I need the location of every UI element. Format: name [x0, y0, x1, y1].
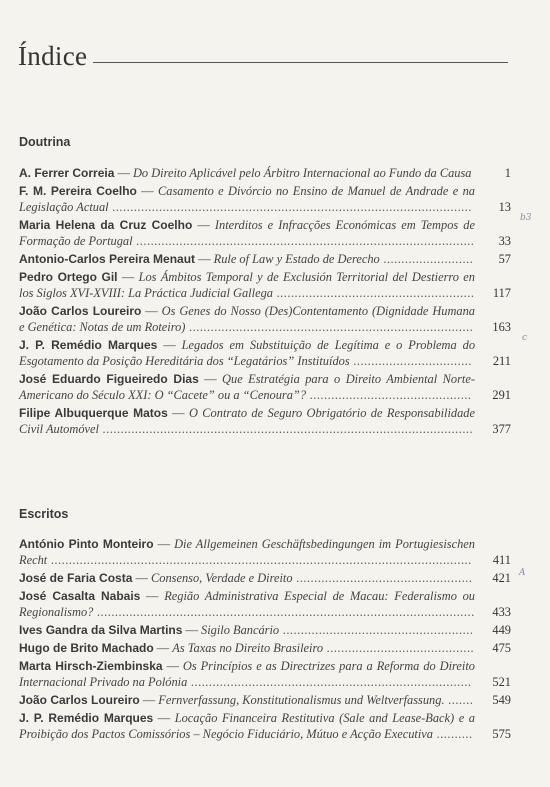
entry-author: José Eduardo Figueiredo Dias: [19, 372, 199, 386]
leader-dots: .................................: [349, 354, 472, 368]
entry-author: Hugo de Brito Machado: [19, 641, 154, 655]
toc-entry: [19, 658, 511, 690]
toc-entry: [19, 692, 511, 708]
section-title-escritos: Escritos: [19, 507, 69, 521]
entry-page-number: 411: [492, 553, 511, 567]
toc-entry-text: [19, 588, 475, 620]
entry-separator: —: [139, 693, 159, 707]
entry-author: João Carlos Loureiro: [19, 693, 140, 707]
entry-page-number: 521: [492, 675, 511, 689]
toc-entry: [19, 371, 511, 403]
entry-separator: —: [132, 571, 151, 585]
leader-dots: .........................................: [323, 641, 475, 655]
leader-dots: .....................................................: [279, 623, 474, 637]
entry-page-number: 13: [498, 200, 511, 214]
toc-entry-text: [19, 640, 475, 656]
toc-entry: [19, 183, 511, 215]
entry-separator: —: [192, 218, 215, 232]
entry-author: Filipe Albuquerque Matos: [19, 406, 168, 420]
entry-title: Fernverfassung, Konstitutionalismus und Weltverfassung.: [158, 693, 445, 707]
toc-entry-text: [19, 710, 475, 742]
toc-entry-text: [19, 658, 475, 690]
entry-author: Pedro Ortego Gil: [19, 270, 118, 284]
entry-title: Rule of Law y Estado de Derecho: [213, 252, 380, 266]
toc-entry-text: [19, 251, 475, 267]
margin-note: A: [519, 568, 526, 578]
leader-dots: ....................................................................................................: [108, 200, 472, 214]
leader-dots: .......: [444, 693, 474, 707]
toc-entry: [19, 251, 511, 267]
entry-title: Os Princípios e as Directrizes para a Reforma do Direito Internacional Privado na Polónia: [19, 659, 475, 689]
entry-author: A. Ferrer Correia: [19, 166, 115, 180]
toc-entry-text: [19, 692, 475, 708]
entry-author: José de Faria Costa: [19, 571, 133, 585]
leader-dots: .........................................................................................................: [93, 605, 475, 619]
toc-entry-text: [19, 570, 475, 586]
entry-author: Maria Helena da Cruz Coelho: [19, 218, 193, 232]
leader-dots: ..............................................................................................: [132, 234, 475, 248]
entry-title: O Contrato de Seguro Obrigatório de Responsabilidade Civil Automóvel: [19, 406, 475, 436]
entry-separator: —: [153, 711, 175, 725]
entry-author: J. P. Remédio Marques: [19, 338, 158, 352]
toc-entry-text: [19, 303, 475, 335]
entry-title: Legados em Substituição de Legítima e o Problema do Esgotamento da Posição Hereditária dos “Legatários” Instituídos: [19, 338, 476, 368]
toc-entry: [19, 710, 511, 742]
entry-page-number: 575: [492, 727, 511, 741]
entry-separator: —: [182, 623, 201, 637]
index-header: [18, 34, 508, 70]
entry-separator: —: [153, 537, 175, 551]
toc-entry-text: [19, 371, 475, 403]
entry-page-number: 433: [492, 605, 511, 619]
entry-page-number: 117: [492, 286, 511, 300]
escritos-entries: [19, 536, 511, 744]
toc-entry-text: [19, 165, 475, 181]
section-title-doutrina: Doutrina: [19, 135, 71, 149]
entry-separator: —: [167, 406, 189, 420]
entry-title: Região Administrativa Especial de Macau: Federalismo ou Regionalismo?: [19, 589, 476, 619]
leader-dots: .........................: [379, 252, 474, 266]
leader-dots: .....................................................................................................................: [47, 553, 472, 567]
leader-dots: .............................................: [306, 388, 472, 402]
leader-dots: ..........: [433, 727, 473, 741]
entry-separator: —: [140, 589, 165, 603]
entry-title: Do Direito Aplicável pelo Árbitro Internacional ao Fundo da Causa: [132, 166, 472, 180]
entry-author: João Carlos Loureiro: [19, 304, 142, 318]
entry-page-number: 211: [492, 354, 511, 368]
entry-title: As Taxas no Direito Brasileiro: [172, 641, 324, 655]
entry-separator: —: [136, 184, 159, 198]
entry-page-number: 57: [498, 252, 511, 266]
entry-separator: —: [195, 252, 214, 266]
toc-entry-text: [19, 183, 475, 215]
page-title: Índice: [18, 41, 88, 71]
leader-dots: .......................................................: [272, 286, 475, 300]
toc-entry: [19, 622, 511, 638]
toc-entry: [19, 269, 511, 301]
toc-entry: [19, 165, 511, 181]
entry-page-number: 1: [504, 166, 511, 180]
entry-separator: —: [162, 659, 183, 673]
toc-entry-text: [19, 337, 475, 369]
entry-author: Ives Gandra da Silva Martins: [19, 623, 183, 637]
entry-separator: —: [114, 166, 133, 180]
entry-page-number: 377: [492, 422, 511, 436]
leader-dots: ..............................................................................: [187, 675, 472, 689]
entry-separator: —: [117, 270, 139, 284]
leader-dots: .......................................................................................................: [98, 422, 474, 436]
toc-entry-text: [19, 217, 475, 249]
entry-author: F. M. Pereira Coelho: [19, 184, 137, 198]
toc-entry: [19, 337, 511, 369]
entry-page-number: 291: [492, 388, 511, 402]
entry-title: Los Ámbitos Temporal y de Exclusión Territorial del Destierro en los Siglos XVI-XVIII: La Práctica Judicial Gallega: [19, 270, 475, 300]
toc-entry: [19, 588, 511, 620]
entry-title: Consenso, Verdade e Direito: [150, 571, 293, 585]
toc-entry-text: [19, 405, 475, 437]
entry-title: Que Estratégia para o Direito Ambiental Norte-Americano do Século XXI: O “Cacete” ou a “Cenoura”?: [19, 372, 475, 402]
entry-separator: —: [141, 304, 162, 318]
entry-author: Marta Hirsch-Ziembinska: [19, 659, 163, 673]
toc-entry: [19, 303, 511, 335]
toc-entry: [19, 640, 511, 656]
leader-dots: ...............................................................................: [185, 320, 474, 334]
title-rule: [93, 62, 508, 63]
entry-page-number: 163: [492, 320, 511, 334]
entry-page-number: 449: [492, 623, 511, 637]
entry-title: Locação Financeira Restitutiva (Sale and Lease-Back) e a Proibição dos Pactos Comissórios – Negócio Fiduciário, Mútuo e Acção Executiva: [19, 711, 475, 741]
doutrina-entries: [19, 165, 511, 439]
entry-page-number: 549: [492, 693, 511, 707]
toc-entry-text: [19, 536, 475, 568]
toc-entry: [19, 536, 511, 568]
entry-separator: —: [157, 338, 182, 352]
entry-title: Interditos e Infracções Económicas em Tempos de Formação de Portugal: [19, 218, 475, 248]
entry-page-number: 475: [492, 641, 511, 655]
toc-entry: [19, 570, 511, 586]
leader-dots: .................................................: [292, 571, 473, 585]
entry-title: Casamento e Divórcio no Ensino de Manuel de Andrade e na Legislação Actual: [19, 184, 475, 214]
entry-title: Os Genes do Nosso (Des)Contentamento (Dignidade Humana e Genética: Notas de um Roteiro): [19, 304, 476, 334]
entry-separator: —: [198, 372, 223, 386]
toc-entry: [19, 405, 511, 437]
entry-author: J. P. Remédio Marques: [19, 711, 154, 725]
toc-entry-text: [19, 269, 475, 301]
entry-title: Die Allgemeinen Geschäftsbedingungen im Portugiesischen Recht: [19, 537, 475, 567]
entry-author: José Casalta Nabais: [19, 589, 141, 603]
entry-title: Sigilo Bancário: [201, 623, 280, 637]
toc-entry: [19, 217, 511, 249]
entry-author: Antonio-Carlos Pereira Menaut: [19, 252, 196, 266]
entry-author: António Pinto Monteiro: [19, 537, 154, 551]
margin-note: c: [522, 333, 528, 343]
entry-page-number: 33: [498, 234, 511, 248]
entry-page-number: 421: [492, 571, 511, 585]
toc-entry-text: [19, 622, 475, 638]
margin-note: b3: [520, 213, 532, 223]
entry-separator: —: [153, 641, 173, 655]
